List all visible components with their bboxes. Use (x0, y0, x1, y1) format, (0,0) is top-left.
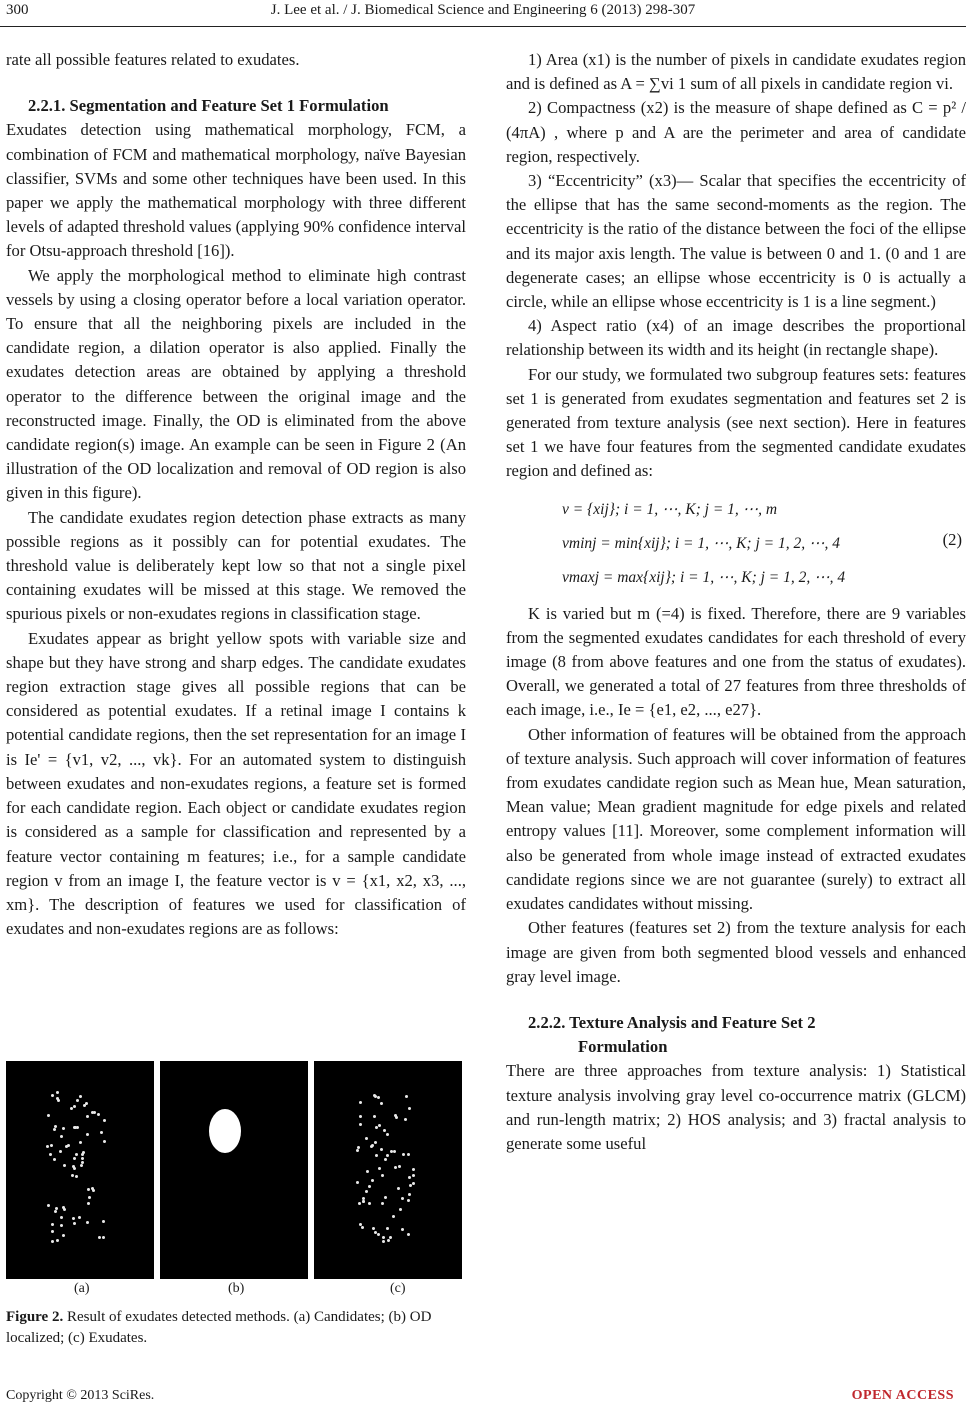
exudate-speck (56, 1239, 59, 1242)
exudate-speck (91, 1187, 94, 1190)
exudate-speck (378, 1124, 381, 1127)
exudate-speck (392, 1215, 395, 1218)
exudate-speck (386, 1133, 389, 1136)
feature-aspect-ratio: 4) Aspect ratio (x4) of an image describes the proportional relationship between its width and its height (in rectangle shape). (506, 316, 966, 360)
optic-disc (209, 1109, 241, 1153)
figure-2 (6, 1061, 464, 1349)
exudate-speck (412, 1168, 415, 1171)
exudate-speck (79, 1095, 82, 1098)
exudate-speck (383, 1129, 386, 1132)
right-column (506, 48, 966, 1156)
exudate-speck (356, 1181, 359, 1184)
feature-area: 1) Area (x1) is the number of pixels in candidate exudates region and is defined as A = ∑vi 1 sum of all pixels in candidate region vi. (506, 50, 966, 94)
exudate-speck (408, 1176, 411, 1179)
exudate-speck (356, 1149, 359, 1152)
exudate-speck (404, 1118, 407, 1121)
paragraph: rate all possible features related to exudates. (6, 50, 300, 69)
exudate-speck (398, 1165, 401, 1168)
exudate-speck (386, 1227, 389, 1230)
exudate-speck (51, 1223, 54, 1226)
exudate-speck (73, 1222, 76, 1225)
exudate-speck (60, 1224, 63, 1227)
paragraph: We apply the morphological method to eliminate high contrast vessels by using a closing operator before a local variation operator. To ensure that all the neighboring pixels are included in the candidate region, a dilation operator is also applied. Finally the exudates detection areas are obtained by applying a threshold operator to the difference between the original image and the reconstructed image. Finally, the OD is eliminated from the above candidate region(s) image. An example can be seen in Figure 2 (An illustration of the OD localization and removal of OD region is also given in this figure). (6, 265, 466, 503)
feature-compactness: 2) Compactness (x2) is the measure of shape defined as C = p² / (4πA) , where p and A are the perimeter and area of candidate region, respectively. (506, 98, 966, 166)
equation-line: v = {xij}; i = 1, ⋯, K; j = 1, ⋯, m (562, 500, 778, 518)
exudate-speck (72, 1217, 75, 1220)
exudate-speck (365, 1137, 368, 1140)
exudate-speck (397, 1187, 400, 1190)
exudate-speck (382, 1240, 385, 1243)
exudate-speck (381, 1174, 384, 1177)
exudate-speck (359, 1115, 362, 1118)
exudate-speck (60, 1135, 63, 1138)
exudate-speck (394, 1166, 397, 1169)
paragraph: The candidate exudates region detection phase extracts as many possible regions as it possibly can for potential exudates. The threshold value is deliberately kept low so that not a single pixel containing exudates will be missed at this stage. We removed the spurious pixels or non-exudates regions in classification stage. (6, 507, 466, 624)
page-footer (0, 1388, 966, 1412)
panel-label-a: (a) (74, 1281, 90, 1296)
exudate-speck (407, 1199, 410, 1202)
exudate-speck (73, 1157, 76, 1160)
exudate-speck (378, 1167, 381, 1170)
exudate-speck (47, 1204, 50, 1207)
exudate-speck (359, 1101, 362, 1104)
caption-text: Result of exudates detected methods. (a) Candidates; (b) OD localized; (c) Exudates. (6, 1309, 432, 1346)
exudate-speck (93, 1111, 96, 1114)
header-rule (0, 26, 966, 27)
exudate-speck (78, 1216, 81, 1219)
exudate-speck (408, 1193, 411, 1196)
exudate-speck (56, 1097, 59, 1100)
paragraph: K is varied but m (=4) is fixed. Therefore, there are 9 variables from the segmented exudates candidates for each threshold of every image (8 from above features and one from the status of exudates). Overall, we generated a total of 27 features from three thresholds of each image, i.e., Ie = {e1, e2, ..., e27}. (506, 603, 966, 720)
page-number: 300 (6, 2, 29, 18)
exudate-speck (358, 1202, 361, 1205)
exudate-speck (372, 1227, 375, 1230)
exudate-speck (401, 1197, 404, 1200)
exudate-speck (382, 1236, 385, 1239)
exudate-speck (83, 1104, 86, 1107)
exudate-speck (102, 1236, 105, 1239)
exudate-speck (46, 1145, 49, 1148)
left-column (6, 48, 466, 941)
paragraph: Other features (features set 2) from the texture analysis for each image are given from both segmented blood vessels and enhanced gray level image. (506, 918, 966, 986)
exudate-speck (102, 1220, 105, 1223)
exudate-speck (47, 1114, 50, 1117)
exudate-speck (377, 1233, 380, 1236)
exudate-speck (70, 1107, 73, 1110)
exudate-speck (73, 1105, 76, 1108)
exudate-speck (365, 1190, 368, 1193)
exudate-speck (408, 1107, 411, 1110)
panel-label-c: (c) (390, 1281, 406, 1296)
caption-label: Figure 2. (6, 1309, 64, 1325)
exudate-speck (374, 1141, 377, 1144)
exudate-speck (87, 1202, 90, 1205)
exudate-speck (362, 1200, 365, 1203)
panel-labels (6, 1279, 464, 1303)
running-head: J. Lee et al. / J. Biomedical Science and Engineering 6 (2013) 298-307 (270, 2, 696, 18)
exudate-speck (63, 1164, 66, 1167)
exudate-speck (407, 1153, 410, 1156)
copyright: Copyright © 2013 SciRes. (6, 1388, 155, 1403)
exudate-speck (51, 1240, 54, 1243)
exudate-speck (366, 1170, 369, 1173)
exudate-speck (371, 1179, 374, 1182)
exudate-speck (359, 1123, 362, 1126)
exudate-speck (62, 1127, 65, 1130)
equation-2 (506, 488, 966, 596)
exudate-speck (75, 1175, 78, 1178)
section-heading-cont: Formulation (578, 1037, 668, 1057)
paragraph: Exudates appear as bright yellow spots with variable size and shape but they have strong and sharp edges. The candidate exudates region extraction stage gives all possible regions that can be considered as potential exudates. If a retinal image I contains k potential candidate regions, then the set representation for an image I is Ie' = {v1, v2, ..., vk}. For an automated system to distinguish between exudates and non-exudates regions, a feature set is formed for each candidate region. Each object or candidate exudates region is considered as a sample for classification and represented by a feature vector containing m features; i.e., for a sample candidate region v from an image I, the feature vector is v = {x1, x2, x3, ..., xm}. The description of features we used for classification of exudates and non-exudates regions are as follows: (6, 628, 466, 939)
exudate-speck (381, 1202, 384, 1205)
exudate-speck (88, 1196, 91, 1199)
exudate-speck (97, 1113, 100, 1116)
exudate-speck (60, 1216, 63, 1219)
exudate-speck (380, 1148, 383, 1151)
exudate-speck (368, 1202, 371, 1205)
exudate-speck (384, 1196, 387, 1199)
exudate-speck (86, 1221, 89, 1224)
exudate-speck (51, 1094, 54, 1097)
exudate-speck (377, 1096, 380, 1099)
exudate-speck (373, 1115, 376, 1118)
paragraph: Other information of features will be obtained from the approach of texture analysis. Such approach will cover information of features from exudates candidate region such as Mean hue, Mean saturation, Mean value; Mean gradient magnitude for edge pixels and related entropy values [11]. Moreover, some complement information will also be generated from whole image instead of extracted exudates candidate regions since we are not guarantee (surely) to extract all exudates candidates without missing. (506, 724, 966, 914)
exudate-speck (375, 1126, 378, 1129)
section-heading: 2.2.1. Segmentation and Feature Set 1 Formulation (28, 96, 389, 116)
exudate-speck (103, 1119, 106, 1122)
exudate-speck (76, 1099, 79, 1102)
exudate-speck (59, 1150, 62, 1153)
exudate-speck (371, 1144, 374, 1147)
exudate-speck (390, 1150, 393, 1153)
exudate-speck (375, 1154, 378, 1157)
panel-label-b: (b) (228, 1281, 245, 1296)
exudate-speck (81, 1161, 84, 1164)
exudate-speck (54, 1210, 57, 1213)
paragraph: Exudates detection using mathematical morphology, FCM, a combination of FCM and mathematical morphology, naïve Bayesian classifier, SVMs and some other techniques have been used. In this paper we apply the mathematical morphology with three different levels of adapted threshold values (applying 90% confidence interval for Otsu-approach threshold [16]). (6, 120, 466, 261)
exudate-speck (368, 1185, 371, 1188)
exudate-speck (71, 1174, 74, 1177)
exudate-speck (54, 1125, 57, 1128)
exudate-speck (79, 1141, 82, 1144)
exudate-speck (405, 1095, 408, 1098)
exudate-speck (361, 1226, 364, 1229)
exudate-speck (49, 1153, 52, 1156)
exudate-speck (389, 1236, 392, 1239)
exudate-speck (53, 1128, 56, 1131)
figure-panels (6, 1061, 464, 1279)
exudate-speck (374, 1095, 377, 1098)
exudate-speck (399, 1208, 402, 1211)
equation-number: (2) (942, 529, 962, 549)
exudate-speck (98, 1236, 101, 1239)
exudate-speck (386, 1154, 389, 1157)
figure-caption (6, 1307, 464, 1349)
running-header (0, 0, 966, 32)
exudate-speck (384, 1158, 387, 1161)
open-access-badge: OPEN ACCESS (851, 1388, 954, 1403)
exudate-speck (86, 1115, 89, 1118)
paragraph: For our study, we formulated two subgroup features sets: features set 1 is generated from exudates segmentation and features set 2 is generated from texture analysis (see next section). Here in features set 1 we have four features from the segmented candidate exudates region and defined as: (506, 364, 966, 481)
exudate-speck (412, 1182, 415, 1185)
panel-c-exudates-image (314, 1061, 462, 1279)
exudate-speck (53, 1158, 56, 1161)
panel-b-od-localized-image (160, 1061, 308, 1279)
exudate-speck (393, 1150, 396, 1153)
exudate-speck (412, 1174, 415, 1177)
exudate-speck (387, 1239, 390, 1242)
exudate-speck (56, 1091, 59, 1094)
exudate-speck (87, 1188, 90, 1191)
exudate-speck (395, 1116, 398, 1119)
exudate-speck (407, 1233, 410, 1236)
exudate-speck (62, 1234, 65, 1237)
exudate-speck (380, 1102, 383, 1105)
exudate-speck (51, 1230, 54, 1233)
paragraph: There are three approaches from texture analysis: 1) Statistical texture analysis involving gray level co-occurrence matrix (GLCM) and run-length matrix; 2) HOS analysis; and 3) fractal analysis to generate some useful (506, 1061, 966, 1153)
equation-line: vminj = min{xij}; i = 1, ⋯, K; j = 1, 2, ⋯, 4 (562, 534, 840, 552)
exudate-speck (402, 1153, 405, 1156)
exudate-speck (86, 1133, 89, 1136)
exudate-speck (401, 1228, 404, 1231)
section-heading: 2.2.2. Texture Analysis and Feature Set 2 (528, 1012, 816, 1032)
equation-line: vmaxj = max{xij}; i = 1, ⋯, K; j = 1, 2, ⋯, 4 (562, 568, 846, 586)
exudate-speck (100, 1131, 103, 1134)
panel-a-candidates-image (6, 1061, 154, 1279)
exudate-speck (103, 1140, 106, 1143)
feature-eccentricity: 3) “Eccentricity” (x3)— Scalar that specifies the eccentricity of the ellipse that has the same second-moments as the region. The eccentricity is the ratio of the distance between the foci of the ellipse and its major axis length. The value is between 0 and 1. (0 and 1 are degenerate cases; an ellipse whose eccentricity is 0 is actually a circle, while an ellipse whose eccentricity is 1 is a line segment.) (506, 171, 966, 312)
exudate-speck (50, 1144, 53, 1147)
exudate-speck (81, 1157, 84, 1160)
exudate-speck (80, 1164, 83, 1167)
exudate-speck (75, 1153, 78, 1156)
exudate-speck (82, 1151, 85, 1154)
